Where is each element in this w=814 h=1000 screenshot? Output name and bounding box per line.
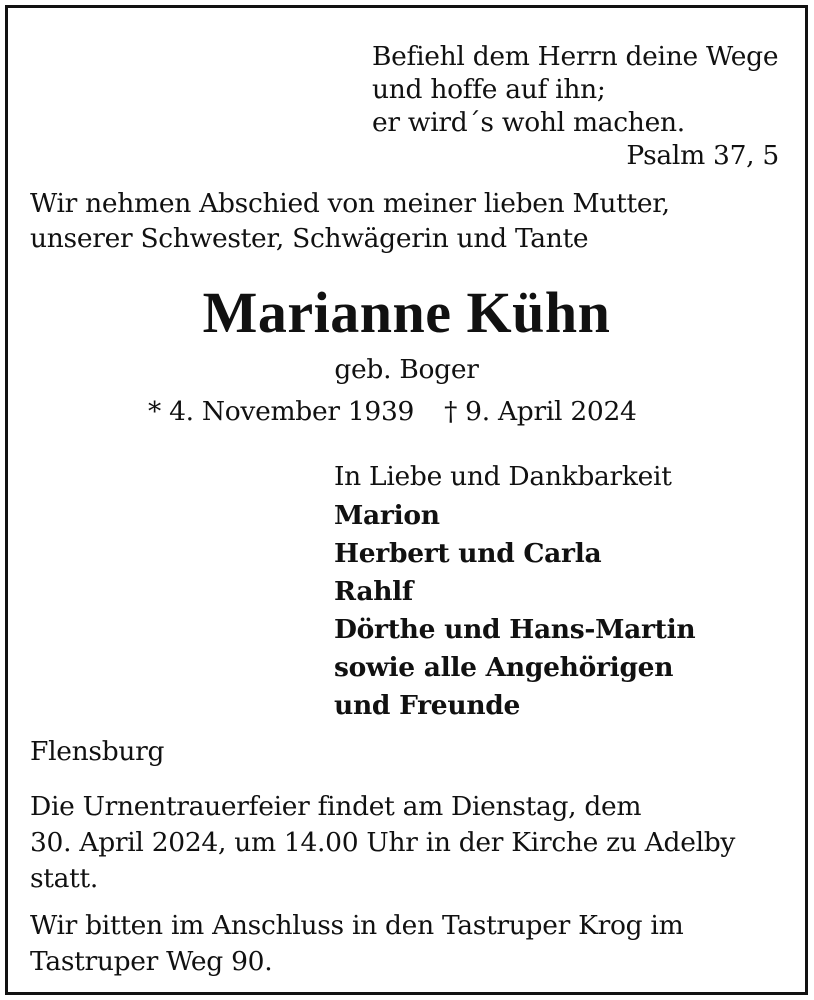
location: Flensburg [30,736,165,767]
ceremony-line-1: Die Urnentrauerfeier findet am Dienstag, dem [30,791,642,822]
verse-line-2: und hoffe auf ihn; [372,74,606,105]
life-dates [148,395,637,429]
ceremony-line-2: 30. April 2024, um 14.00 Uhr in der Kirche zu Adelby [30,827,736,858]
deceased-name: Marianne Kühn [202,280,611,345]
verse-line-3: er wird´s wohl machen. [372,107,685,138]
intro-line-2: unserer Schwester, Schwägerin und Tante [30,223,589,254]
mourner-name: Rahlf [334,576,414,607]
mourner-name: und Freunde [334,690,521,721]
mourner-name: sowie alle Angehörigen [334,652,674,683]
intro-line-1: Wir nehmen Abschied von meiner lieben Mutter, [30,188,670,219]
mourner-name: Herbert und Carla [334,538,602,569]
mourner-name: Marion [334,500,440,531]
verse-reference: Psalm 37, 5 [626,140,779,171]
birth-name: geb. Boger [334,354,479,385]
reception-line-2: Tastruper Weg 90. [30,946,273,977]
verse-line-1: Befiehl dem Herrn deine Wege [372,41,779,72]
mourners-intro: In Liebe und Dankbarkeit [334,461,672,492]
reception-line-1: Wir bitten im Anschluss in den Tastruper Krog im [30,910,684,941]
birth-date: * 4. November 1939 [148,396,415,427]
mourner-name: Dörthe und Hans-Martin [334,614,696,645]
death-date: † 9. April 2024 [444,396,637,427]
ceremony-line-3: statt. [30,863,98,894]
obituary-notice [5,5,808,995]
